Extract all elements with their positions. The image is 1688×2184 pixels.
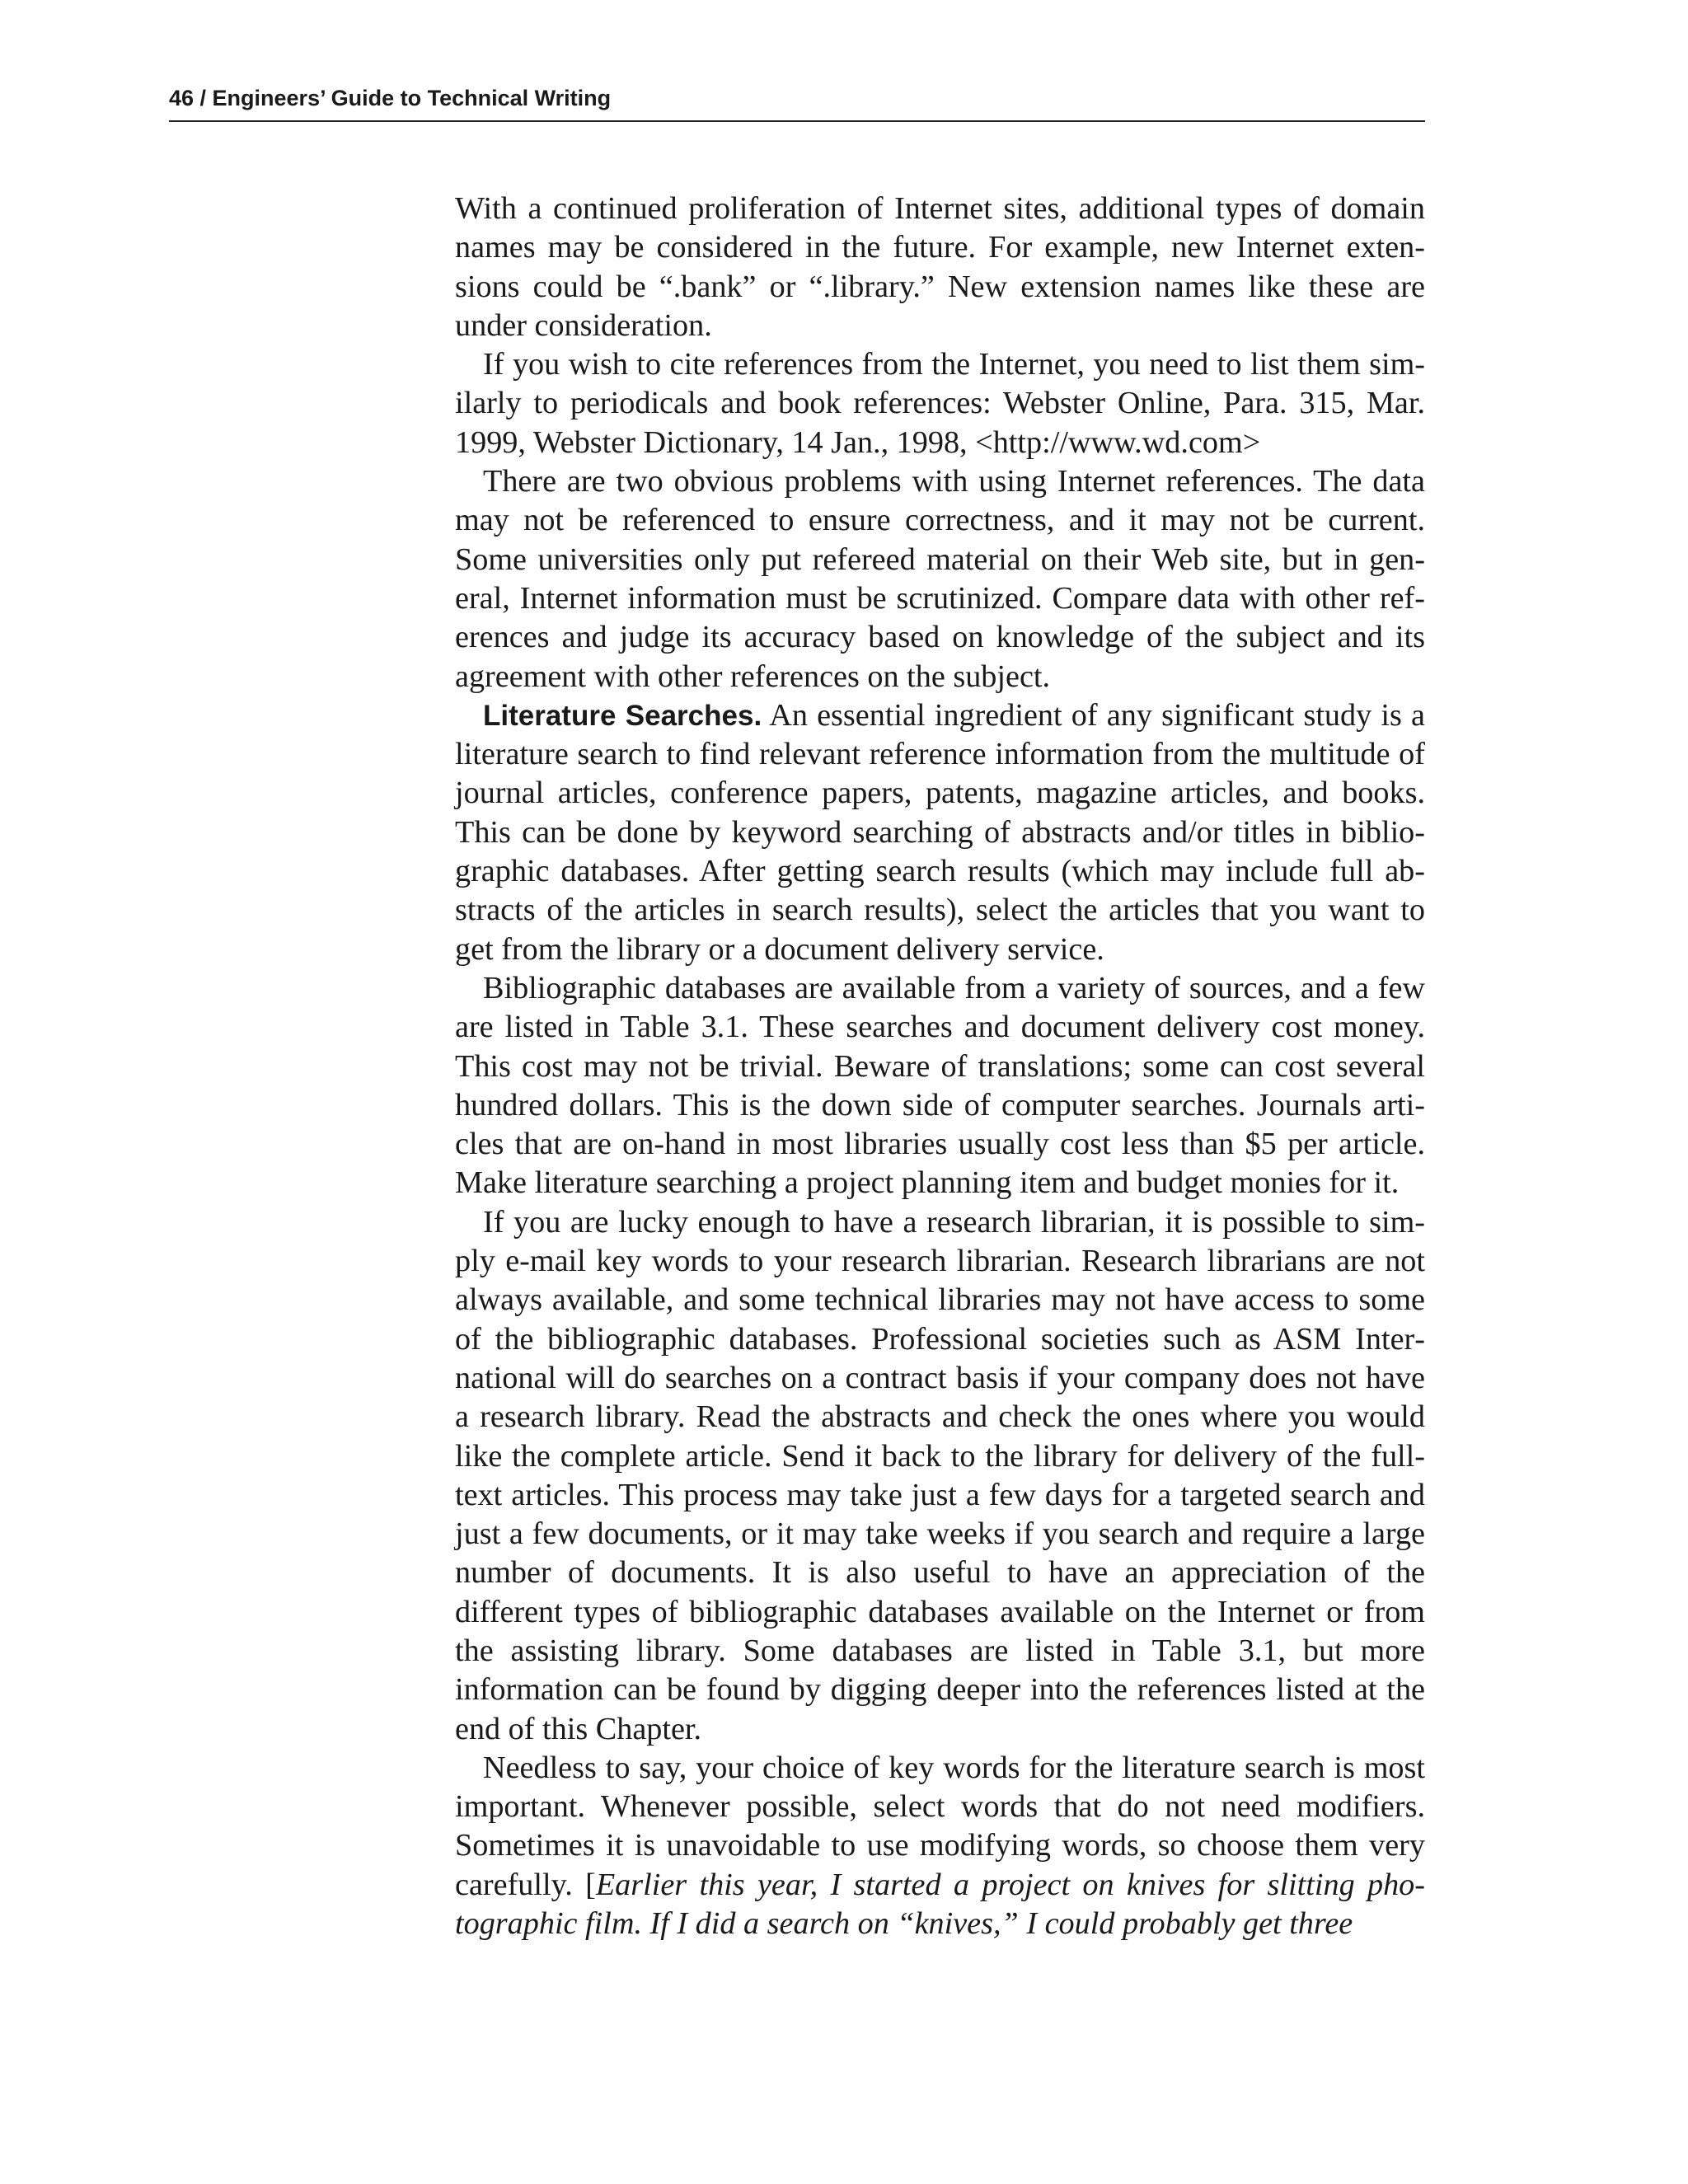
paragraph-6: If you are lucky enough to have a research librarian, it is possible to simply e-mail key words to your research librarian. Research librarians are not always available, and some technical libraries may not have access to some of the bibliographic databases. Professional societies such as ASM International will do searches on a contract basis if your company does not have a research library. Read the abstracts and check the ones where you would like the complete article. Send it back to the library for delivery of the full-text articles. This process may take just a few days for a targeted search and just a few documents, or it may take weeks if you search and require a large number of documents. It is also useful to have an appreciation of the different types of bibliographic databases available on the Internet or from the assisting library. Some databases are listed in Table 3.1, but more information can be found by digging deeper into the references listed at the end of this Chapter. — [455, 1204, 1425, 1746]
paragraph-7-text: Needless to say, your choice of key words for the literature search is most important. Whenever possible, select words that do not need modifiers. Sometimes it is unavoidable to use modifying words, so choose them very carefully. [ — [455, 1750, 1425, 1902]
paragraph-7 — [455, 1749, 1425, 1943]
paragraph-5: Bibliographic databases are available from a variety of sources, and a few are listed in Table 3.1. These searches and document delivery cost money. This cost may not be trivial. Beware of translations; some can cost several hundred dollars. This is the down side of computer searches. Journals articles that are on-hand in most libraries usually cost less than $5 per article. Make literature searching a project planning item and budget monies for it. — [455, 970, 1425, 1201]
running-header — [169, 82, 1425, 122]
paragraph-3: There are two obvious problems with using Internet references. The data may not be referenced to ensure correctness, and it may not be current. Some universities only put refereed material on their Web site, but in general, Internet information must be scrutinized. Compare data with other references and judge its accuracy based on knowledge of the subject and its agreement with other references on the subject. — [455, 464, 1425, 694]
paragraph-4 — [455, 696, 1425, 969]
body-text — [455, 190, 1425, 1943]
paragraph-1: With a continued proliferation of Internet sites, additional types of domain names may be considered in the future. For example, new Internet extensions could be “.bank” or “.library.” New extension names like these are under consideration. — [455, 191, 1425, 343]
paragraph-4-text: An essential ingredient of any significant study is a literature search to find relevant reference information from the multitude of journal articles, conference papers, patents, magazine articles, and books. This can be done by keyword searching of abstracts and/or titles in bibliographic databases. After getting search results (which may include full abstracts of the articles in search results), select the articles that you want to get from the library or a document delivery service. — [455, 697, 1425, 967]
paragraph-7-italic-text: Earlier this year, I started a project on knives for slitting photographic film. If I did a search on “knives,” I could probably get three — [455, 1867, 1425, 1942]
section-run-in-heading: Literature Searches. — [483, 699, 762, 732]
paragraph-2: If you wish to cite references from the Internet, you need to list them similarly to periodicals and book references: Webster Online, Para. 315, Mar. 1999, Webster Dictionary, 14 Jan., 1998, <http://www.wd.com> — [455, 347, 1425, 460]
running-head-text: 46 / Engineers’ Guide to Technical Writing — [169, 86, 612, 110]
